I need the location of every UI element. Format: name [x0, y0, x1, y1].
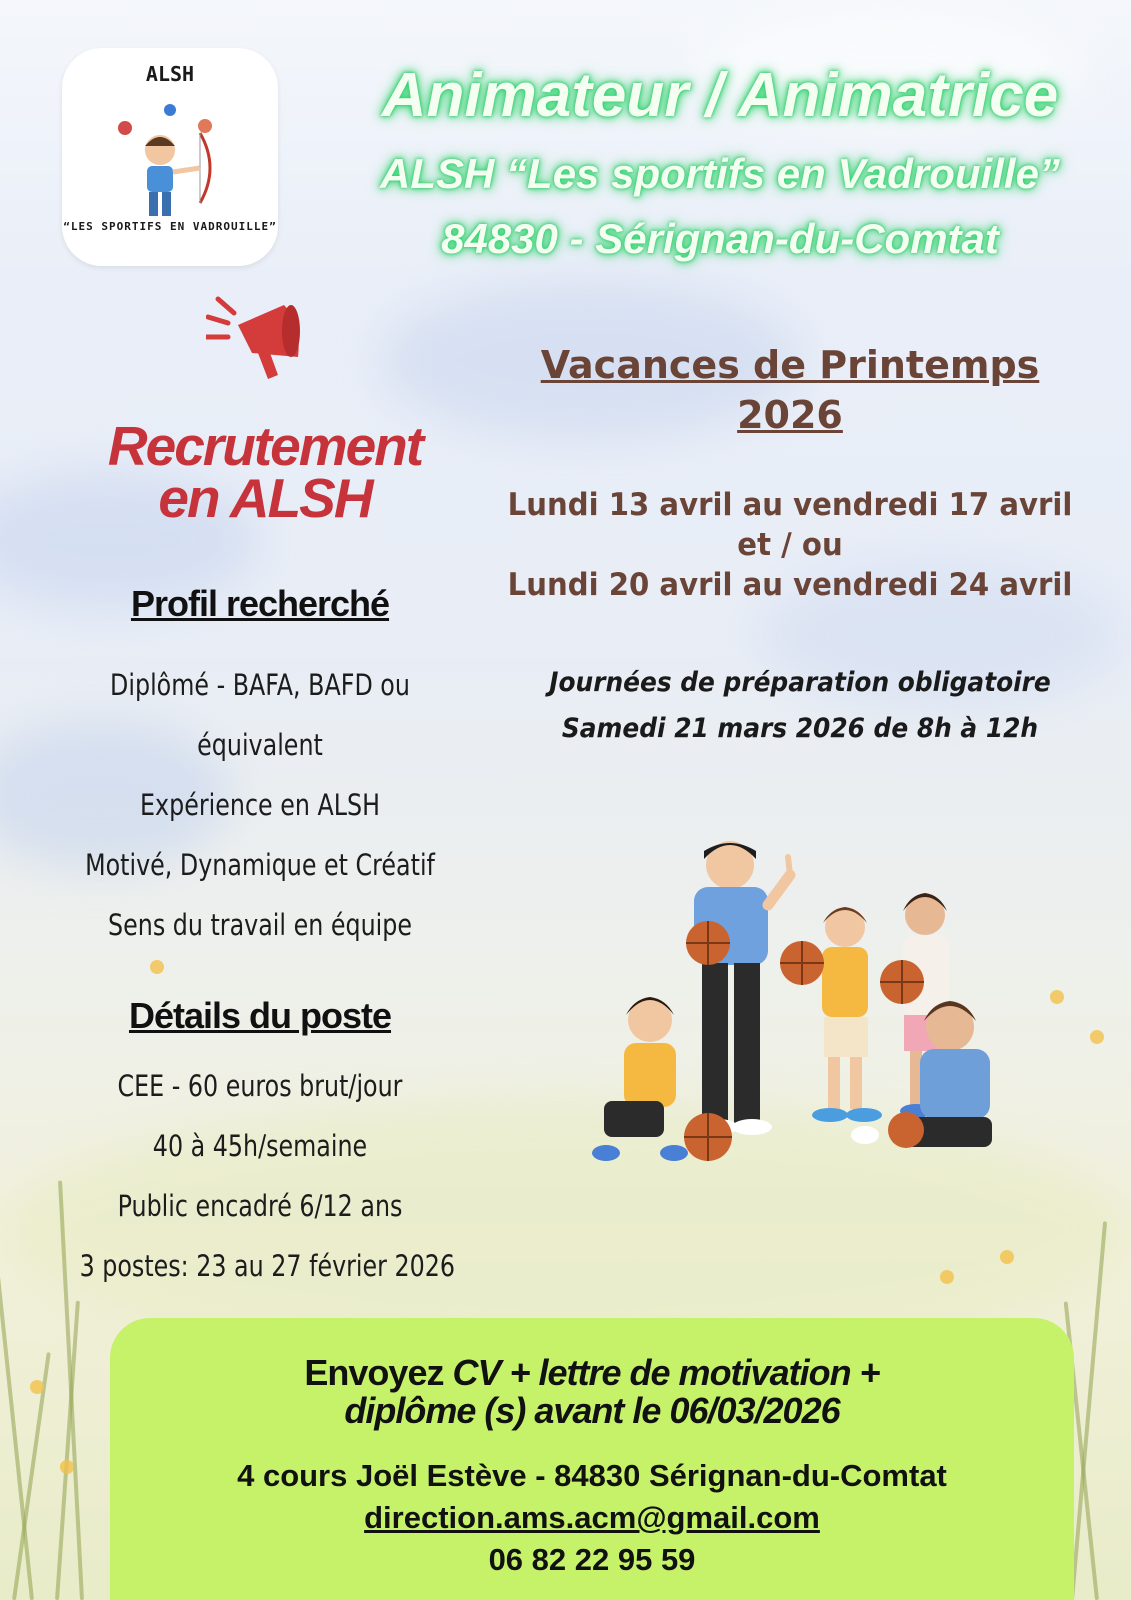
period-2: Lundi 20 avril au vendredi 24 avril	[507, 567, 1073, 603]
recruitment-line-1: Recrutement	[107, 415, 423, 477]
flower	[60, 1460, 74, 1474]
details-item: Public encadré 6/12 ans	[117, 1189, 403, 1223]
flower	[150, 960, 164, 974]
preparation-label: Journées de préparation obligatoire	[549, 667, 1051, 698]
flower	[1050, 990, 1064, 1004]
details-list	[40, 1056, 480, 1296]
logo-illustration	[105, 88, 235, 223]
profile-list	[40, 655, 480, 955]
children-basketball-illustration	[590, 835, 1030, 1205]
profile-item: Sens du travail en équipe	[108, 908, 412, 942]
profile-item: Diplômé - BAFA, BAFD ou	[110, 668, 410, 702]
flower	[1000, 1250, 1014, 1264]
phone-number: 06 82 22 95 59	[488, 1542, 696, 1577]
recruitment-heading	[50, 415, 480, 529]
contact-panel	[110, 1318, 1074, 1600]
send-documents: CV + lettre de motivation +	[452, 1352, 880, 1393]
job-title: Animateur / Animatrice	[381, 61, 1059, 130]
flower	[940, 1270, 954, 1284]
location: 84830 - Sérignan-du-Comtat	[441, 215, 999, 262]
details-item: CEE - 60 euros brut/jour	[117, 1069, 403, 1103]
megaphone-icon	[206, 295, 316, 385]
details-heading: Détails du poste	[128, 995, 392, 1036]
alsh-logo	[62, 48, 278, 266]
profile-item: Motivé, Dynamique et Créatif	[85, 848, 435, 882]
postal-address: 4 cours Joël Estève - 84830 Sérignan-du-Comtat	[237, 1458, 947, 1493]
send-verb: Envoyez	[304, 1352, 453, 1393]
send-instructions-line-1	[110, 1354, 1074, 1392]
logo-title: ALSH	[145, 62, 195, 86]
profile-item: Expérience en ALSH	[140, 788, 380, 822]
flower	[30, 1380, 44, 1394]
vacation-title-line-1: Vacances de Printemps	[540, 343, 1040, 387]
vacation-title	[480, 340, 1100, 440]
vacation-title-line-2: 2026	[737, 393, 843, 437]
details-item: 40 à 45h/semaine	[152, 1129, 368, 1163]
profile-item: équivalent	[197, 728, 323, 762]
details-item: 3 postes: 23 au 27 février 2026	[79, 1249, 456, 1283]
send-instructions-line-2: diplôme (s) avant le 06/03/2026	[344, 1390, 840, 1431]
recruitment-line-2: en ALSH	[158, 467, 372, 529]
preparation-date: Samedi 21 mars 2026 de 8h à 12h	[561, 713, 1039, 744]
period-connector: et / ou	[737, 527, 843, 563]
email-link[interactable]: direction.ams.acm@gmail.com	[364, 1500, 820, 1535]
grass-blade	[0, 1242, 34, 1600]
logo-arc-text: “LES SPORTIFS EN VADROUILLE”	[63, 220, 277, 233]
profile-heading: Profil recherché	[130, 583, 390, 624]
flower	[1090, 1030, 1104, 1044]
vacation-dates	[460, 485, 1120, 605]
period-1: Lundi 13 avril au vendredi 17 avril	[507, 487, 1073, 523]
preparation-info	[480, 660, 1120, 752]
organization-name: ALSH “Les sportifs en Vadrouille”	[380, 150, 1060, 197]
